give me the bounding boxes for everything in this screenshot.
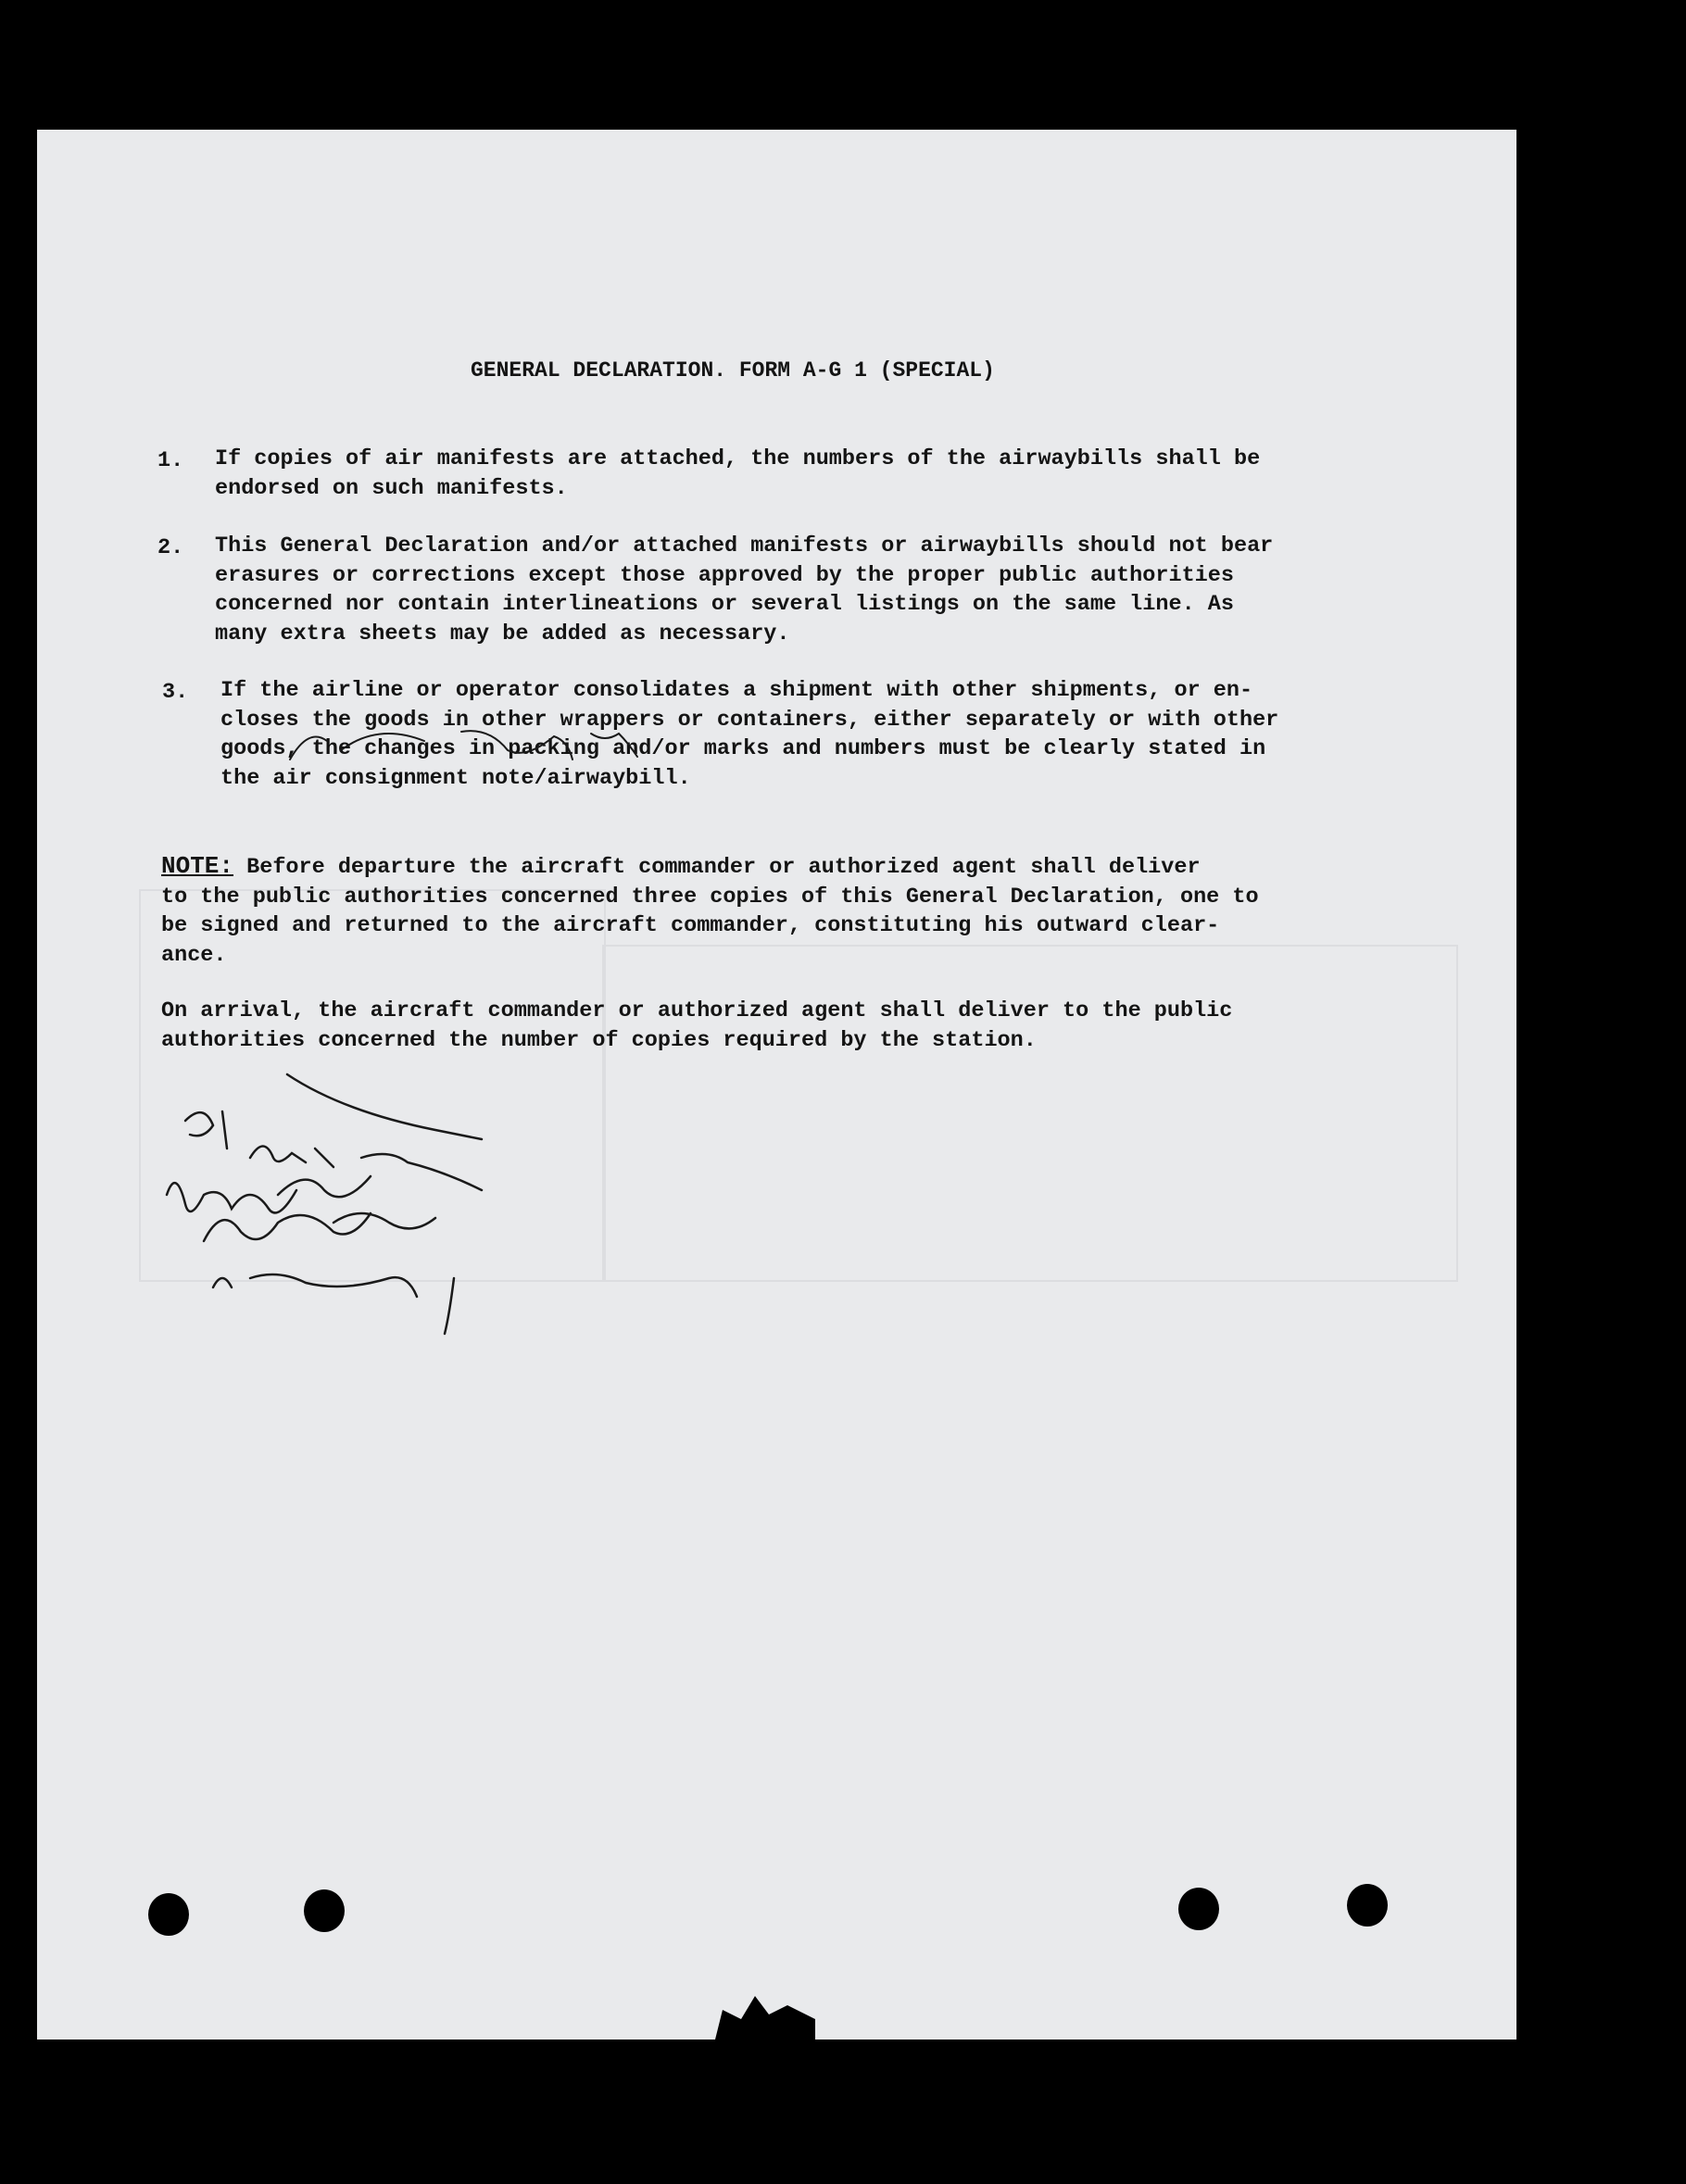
page-title: GENERAL DECLARATION. FORM A-G 1 (SPECIAL)	[471, 358, 995, 383]
item-line: goods, the changes in packing and/or marks and numbers must be clearly stated in	[220, 736, 1266, 761]
note-line: Before departure the aircraft commander or authorized agent shall deliver	[233, 855, 1201, 880]
item-line: This General Declaration and/or attached manifests or airwaybills should not bear	[215, 533, 1274, 559]
punch-hole	[148, 1893, 189, 1936]
note-label: NOTE:	[161, 852, 234, 880]
handwritten-annotation	[148, 1056, 593, 1352]
punch-hole	[1178, 1888, 1219, 1930]
item-line: If the airline or operator consolidates a shipment with other shipments, or en-	[220, 678, 1253, 703]
note-line: to the public authorities concerned three copies of this General Declaration, one to	[161, 884, 1259, 910]
item-line: concerned nor contain interlineations or several listings on the same line. As	[215, 592, 1234, 617]
item-number: 2.	[157, 535, 184, 560]
item-number: 1.	[157, 448, 184, 473]
note-line: be signed and returned to the aircraft commander, constituting his outward clear-	[161, 913, 1220, 938]
item-line: endorsed on such manifests.	[215, 475, 568, 501]
document-page	[37, 130, 1516, 2040]
arrival-paragraph	[161, 997, 1232, 1055]
punch-hole	[304, 1889, 345, 1932]
arrival-line: authorities concerned the number of copies required by the station.	[161, 1027, 1037, 1053]
punch-hole	[1347, 1884, 1388, 1927]
scribble-mark	[285, 722, 674, 769]
arrival-line: On arrival, the aircraft commander or authorized agent shall deliver to the public	[161, 998, 1233, 1023]
note-paragraph	[161, 852, 1259, 970]
note-line: ance.	[161, 942, 227, 968]
bleed-through-box	[602, 945, 1458, 1282]
torn-edge	[713, 1991, 815, 2047]
item-number: 3.	[162, 680, 189, 705]
item-line: closes the goods in other wrappers or containers, either separately or with other	[220, 707, 1279, 733]
item-line: the air consignment note/airwaybill.	[220, 765, 691, 791]
list-item	[215, 532, 1273, 648]
list-item	[215, 445, 1260, 503]
item-line: many extra sheets may be added as necessary.	[215, 621, 790, 646]
item-line: erasures or corrections except those approved by the proper public authorities	[215, 562, 1234, 588]
item-line: If copies of air manifests are attached, the numbers of the airwaybills shall be	[215, 446, 1261, 471]
